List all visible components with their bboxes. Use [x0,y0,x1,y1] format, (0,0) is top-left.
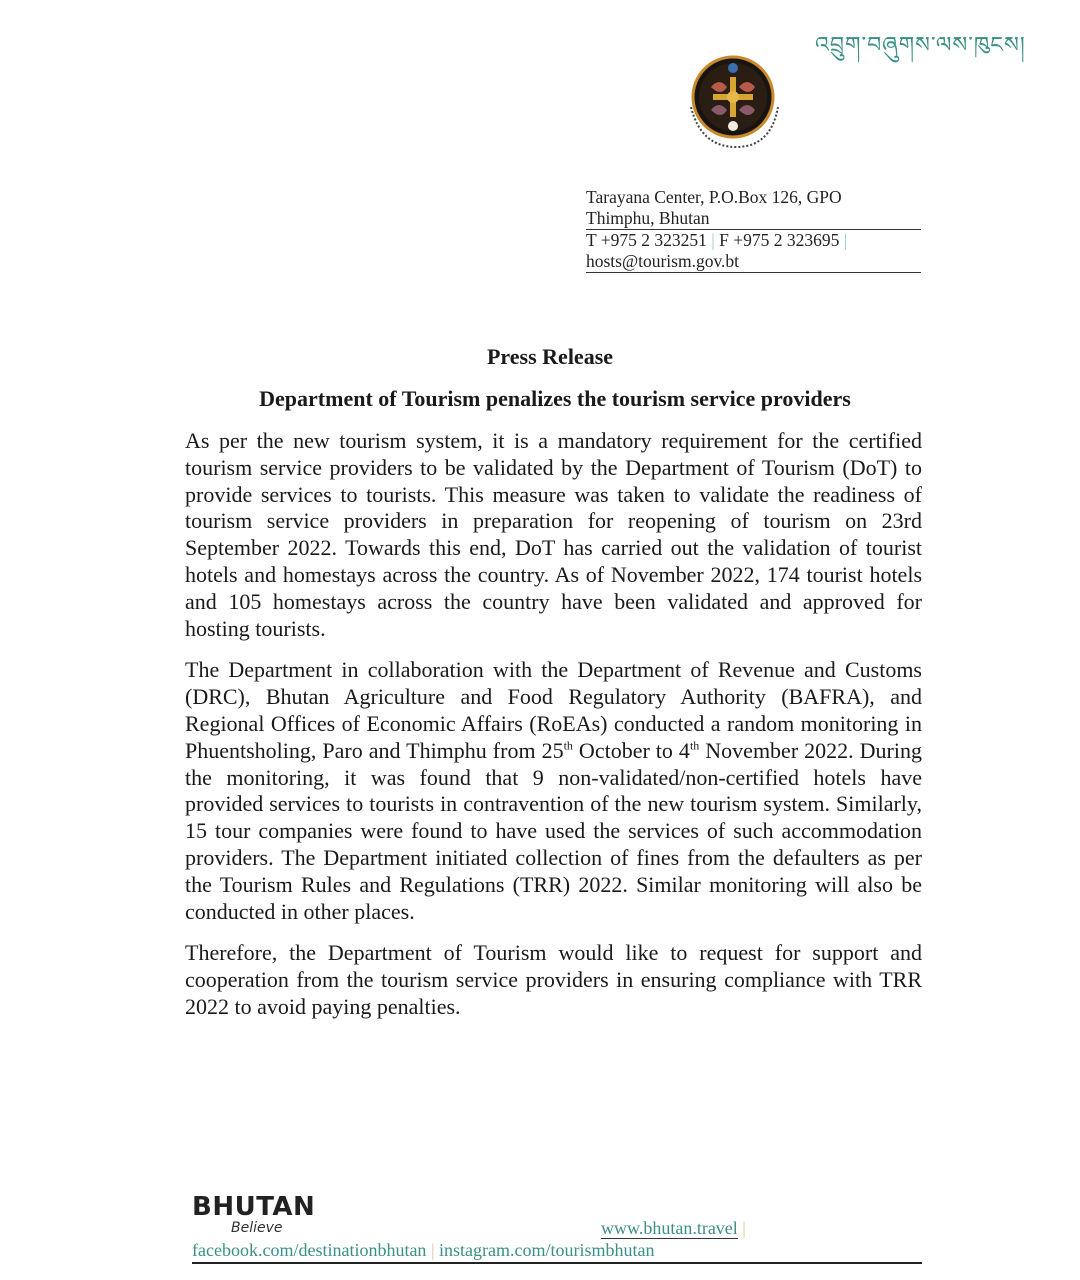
bhutan-brand-logo: BHUTAN [192,1192,316,1222]
separator: | [843,230,848,250]
website-link[interactable]: www.bhutan.travel [601,1218,738,1238]
address-line-1: Tarayana Center, P.O.Box 126, GPO [586,187,842,207]
footer-divider [192,1262,922,1264]
dzongkha-department-title: འབྲུག་བཞུགས་ལས་ཁུངས། [815,33,1026,58]
bhutan-national-emblem-icon [683,52,783,152]
headline: Department of Tourism penalizes the tourism service providers [259,386,851,411]
separator: | [711,230,715,250]
contact-address-block [586,187,921,273]
phone-number: T +975 2 323251 [586,230,707,250]
address-line-2: Thimphu, Bhutan [586,208,921,230]
facebook-link[interactable]: facebook.com/destinationbhutan [192,1240,427,1260]
separator: | [430,1240,435,1260]
paragraph-3: Therefore, the Department of Tourism would like to request for support and cooperation from the tourism service providers in ensuring compliance with TRR 2022 to avoid paying penalties. [185,940,922,1019]
instagram-link[interactable]: instagram.com/tourismbhutan [439,1240,655,1260]
document-label: Press Release [486,344,614,369]
separator: | [742,1218,746,1238]
email-link[interactable]: hosts@tourism.gov.bt [586,251,921,273]
paragraph-1: As per the new tourism system, it is a mandatory requirement for the certified tourism service providers to be validated by the Department of Tourism (DoT) to provide services to tourists. This measure was taken to validate the readiness of tourism service providers in preparation for reopening of tourism on 23rd September 2022. Towards this end, DoT has carried out the validation of tourist hotels and homestays across the country. As of November 2022, 174 tourist hotels and 105 homestays across the country have been validated and approved for hosting tourists. [185,428,922,641]
brand-tagline: Believe [231,1220,283,1236]
fax-number: F +975 2 323695 [719,230,840,250]
paragraph-2: The Department in collaboration with the Department of Revenue and Customs (DRC), Bhutan Agriculture and Food Regulatory Authority (BAFRA), and Regional Offices of Economic Affairs (RoEAs) conducted a random monitoring in Phuentsholing, Paro and Thimphu from 25th October to 4th November 2022. During the monitoring, it was found that 9 non-validated/non-certified hotels have provided services to tourists in contravention of the new tourism system. Similarly, 15 tour companies were found to have used the services of such accommodation providers. The Department initiated collection of fines from the defaulters as per the Tourism Rules and Regulations (TRR) 2022. Similar monitoring will also be conducted in other places. [185,657,922,924]
document-body [185,428,922,1036]
